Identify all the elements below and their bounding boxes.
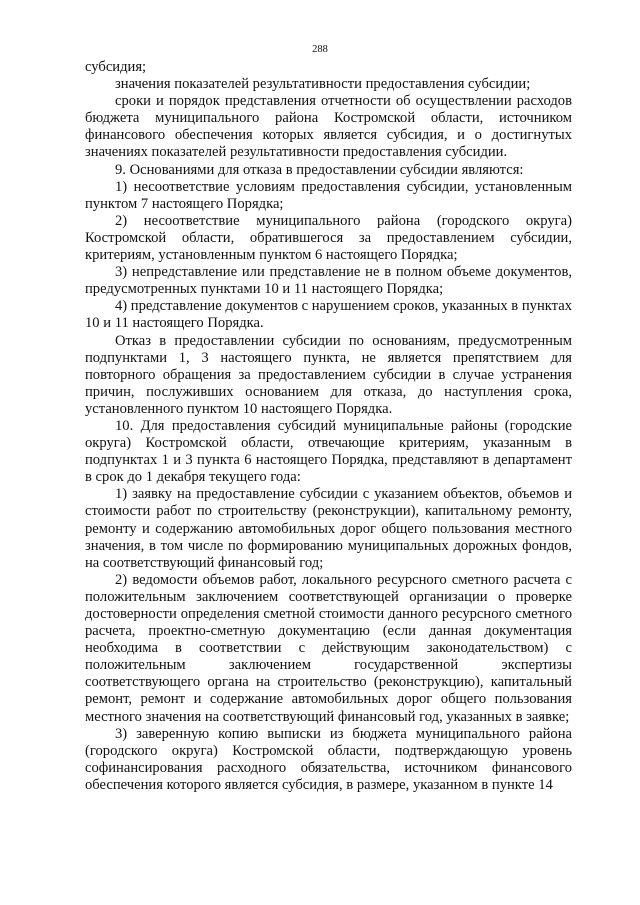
- paragraph-item-9: 9. Основаниями для отказа в предоставлении субсидии являются:: [115, 161, 524, 178]
- paragraph-item-10-1: 1) заявку на предоставление субсидии с указанием объектов, объемов и стоимости работ по строительству (реконструкции), капитальному ремонту, ремонту и содержанию автомобильных дорог общего пользования местного значения, в том числе по формированию муниципальных дорожных фондов, на соответствующий финансовый год;: [85, 486, 572, 571]
- paragraph-item-10-3: 3) заверенную копию выписки из бюджета муниципального района (городского округа) Костромской области, подтверждающую уровень софинансирования расходного обязательства, источником финансового обеспечения которого является субсидия, в размере, указанном в пункте 14: [85, 725, 572, 793]
- paragraph-item-10: 10. Для предоставления субсидий муниципальные районы (городские округа) Костромской области, отвечающие критериям, указанным в подпунктах 1 и 3 пункта 6 настоящего Порядка, представляют в департамент в срок до 1 декабря текущего года:: [85, 417, 572, 486]
- page-number: 288: [312, 44, 328, 55]
- paragraph-item-9-2: 2) несоответствие муниципального района (городского округа) Костромской области, обратившегося за предоставлением субсидии, критериям, установленным пунктом 6 настоящего Порядка;: [85, 212, 572, 264]
- paragraph-item-10-2: 2) ведомости объемов работ, локального ресурсного сметного расчета с положительным заключением соответствующей организации о проверке достоверности определения сметной стоимости данного ресурсного сметного расчета, проектно-сметную документацию (если данная документация необходима в соответствии с действующим законодательством) с положительным заключением государственной экспертизы соответствующего органа на строительство (реконструкцию), капитальный ремонт, ремонт и содержание автомобильных дорог общего пользования местного значения на соответствующий финансовый год, указанных в заявке;: [85, 571, 572, 725]
- paragraph-item-9-3: 3) непредставление или представление не в полном объеме документов, предусмотренных пунктами 10 и 11 настоящего Порядка;: [85, 264, 572, 298]
- paragraph-result-indicators: значения показателей результативности предоставления субсидии;: [115, 76, 531, 93]
- paragraph-reporting-terms: сроки и порядок представления отчетности об осуществлении расходов бюджета муниципального района Костромской области, источником финансового обеспечения которых является субсидия, и о достигнутых значениях показателей результативности предоставления субсидии.: [85, 93, 572, 161]
- document-body: [85, 59, 572, 794]
- paragraph-item-9-1: 1) несоответствие условиям предоставления субсидии, установленным пунктом 7 настоящего Порядка;: [85, 178, 572, 212]
- paragraph-continuation: субсидия;: [85, 59, 147, 75]
- paragraph-refusal-note: Отказ в предоставлении субсидии по основаниям, предусмотренным подпунктами 1, 3 настоящего пункта, не является препятствием для повторного обращения за предоставлением субсидии в случае устранения причин, послуживших основанием для отказа, до наступления срока, установленного пунктом 10 настоящего Порядка.: [85, 332, 572, 417]
- paragraph-item-9-4: 4) представление документов с нарушением сроков, указанных в пунктах 10 и 11 настоящего Порядка.: [85, 298, 572, 332]
